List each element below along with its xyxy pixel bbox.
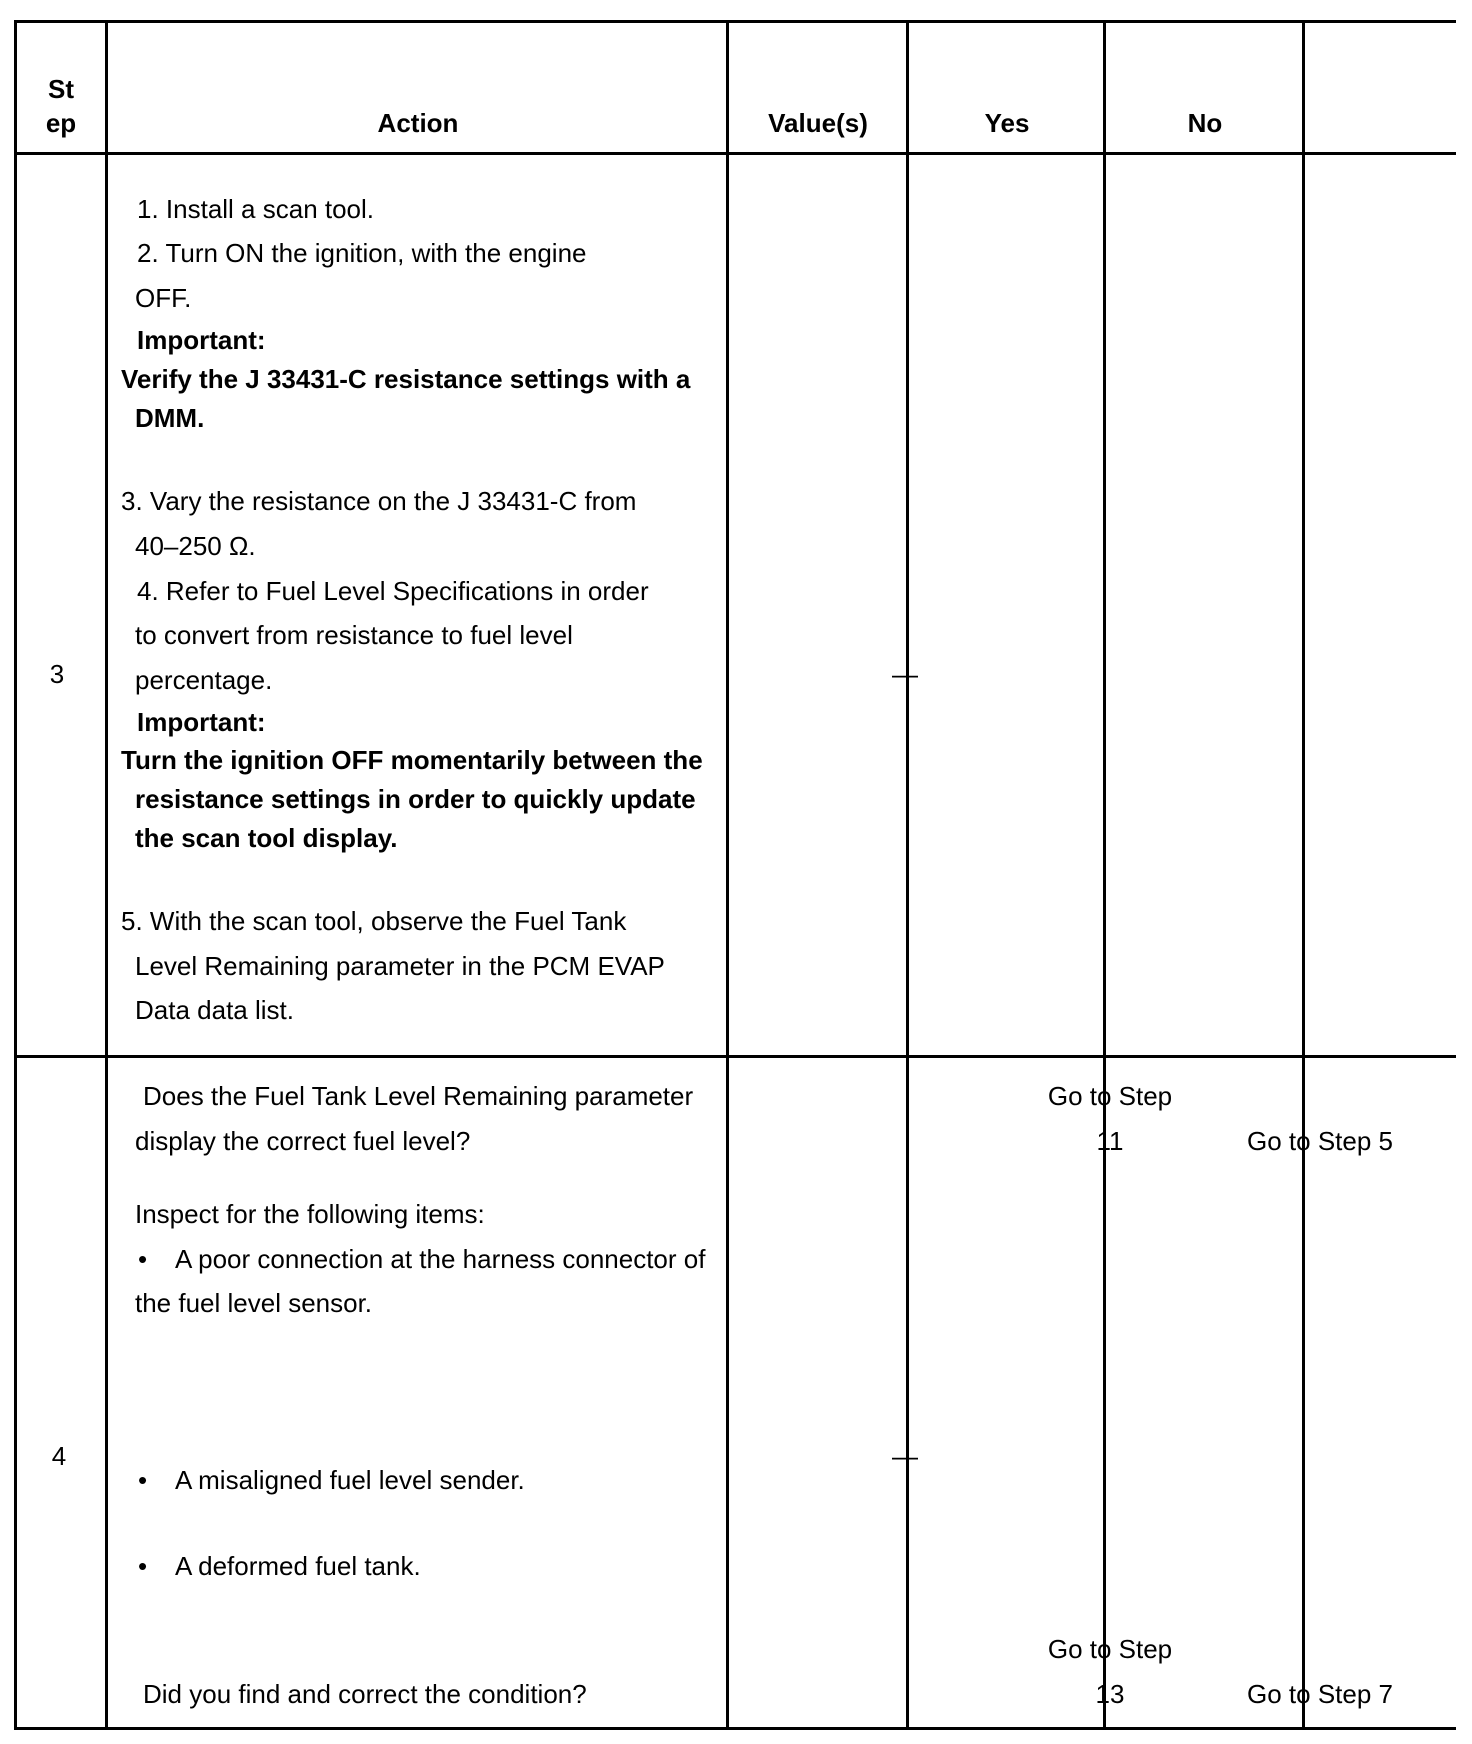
important-text: Turn the ignition OFF momentarily between the [121, 745, 703, 775]
header-yes: Yes [984, 108, 1030, 138]
step-number: 4 [51, 1441, 67, 1471]
value-cell: — [892, 1441, 918, 1471]
important-label: Important: [137, 325, 266, 355]
column-divider-yes [1103, 20, 1106, 1730]
yes-cell: 13 [1095, 1679, 1125, 1709]
header-no: No [1187, 108, 1223, 138]
table-border-bottom [14, 1727, 1456, 1730]
yes-cell: 11 [1096, 1126, 1124, 1156]
bullet-item: A misaligned fuel level sender. [175, 1465, 525, 1495]
column-divider-step [105, 20, 108, 1730]
bullet-icon: • [138, 1244, 148, 1274]
important-text: the scan tool display. [135, 823, 398, 853]
table-border-right [1302, 20, 1305, 1730]
header-values: Value(s) [768, 108, 868, 138]
yes-cell: Go to Step [1047, 1081, 1173, 1111]
question-text: display the correct fuel level? [135, 1126, 471, 1156]
header-step-line1: St [48, 74, 74, 104]
column-divider-values [906, 20, 909, 1730]
column-divider-action [726, 20, 729, 1730]
action-line: 5. With the scan tool, observe the Fuel Tank [121, 906, 627, 936]
question-text: Did you find and correct the condition? [143, 1679, 587, 1709]
action-line: 1. Install a scan tool. [137, 194, 375, 224]
important-text: resistance settings in order to quickly update [135, 784, 696, 814]
header-divider [14, 152, 1456, 155]
action-line: percentage. [135, 665, 273, 695]
no-cell: Go to Step 5 [1247, 1126, 1393, 1156]
bullet-icon: • [138, 1465, 148, 1495]
question-text: Does the Fuel Tank Level Remaining parameter [143, 1081, 694, 1111]
yes-cell: Go to Step [1047, 1634, 1173, 1664]
important-text: Verify the J 33431-C resistance settings with a [121, 364, 691, 394]
action-line: 4. Refer to Fuel Level Specifications in order [137, 576, 649, 606]
header-step-line2: ep [45, 108, 77, 138]
row-divider [14, 1055, 1456, 1058]
action-line: to convert from resistance to fuel level [135, 620, 573, 650]
bullet-icon: • [138, 1551, 148, 1581]
important-label: Important: [137, 707, 266, 737]
value-cell: — [892, 659, 918, 689]
action-line: 3. Vary the resistance on the J 33431-C from [121, 486, 637, 516]
bullet-item: A deformed fuel tank. [175, 1551, 421, 1581]
bullet-item: A poor connection at the harness connector of [175, 1244, 706, 1274]
action-line: Inspect for the following items: [135, 1199, 485, 1229]
action-line: OFF. [135, 283, 192, 313]
bullet-item: the fuel level sensor. [135, 1288, 373, 1318]
table-border-left [14, 20, 17, 1730]
step-number: 3 [49, 659, 65, 689]
action-line: Data data list. [135, 995, 294, 1025]
action-line: Level Remaining parameter in the PCM EVAP [135, 951, 665, 981]
important-text: DMM. [135, 403, 205, 433]
header-action: Action [377, 108, 459, 138]
no-cell: Go to Step 7 [1247, 1679, 1393, 1709]
table-border-top [14, 20, 1456, 23]
action-line: 40–250 Ω. [135, 531, 256, 561]
action-line: 2. Turn ON the ignition, with the engine [137, 238, 587, 268]
